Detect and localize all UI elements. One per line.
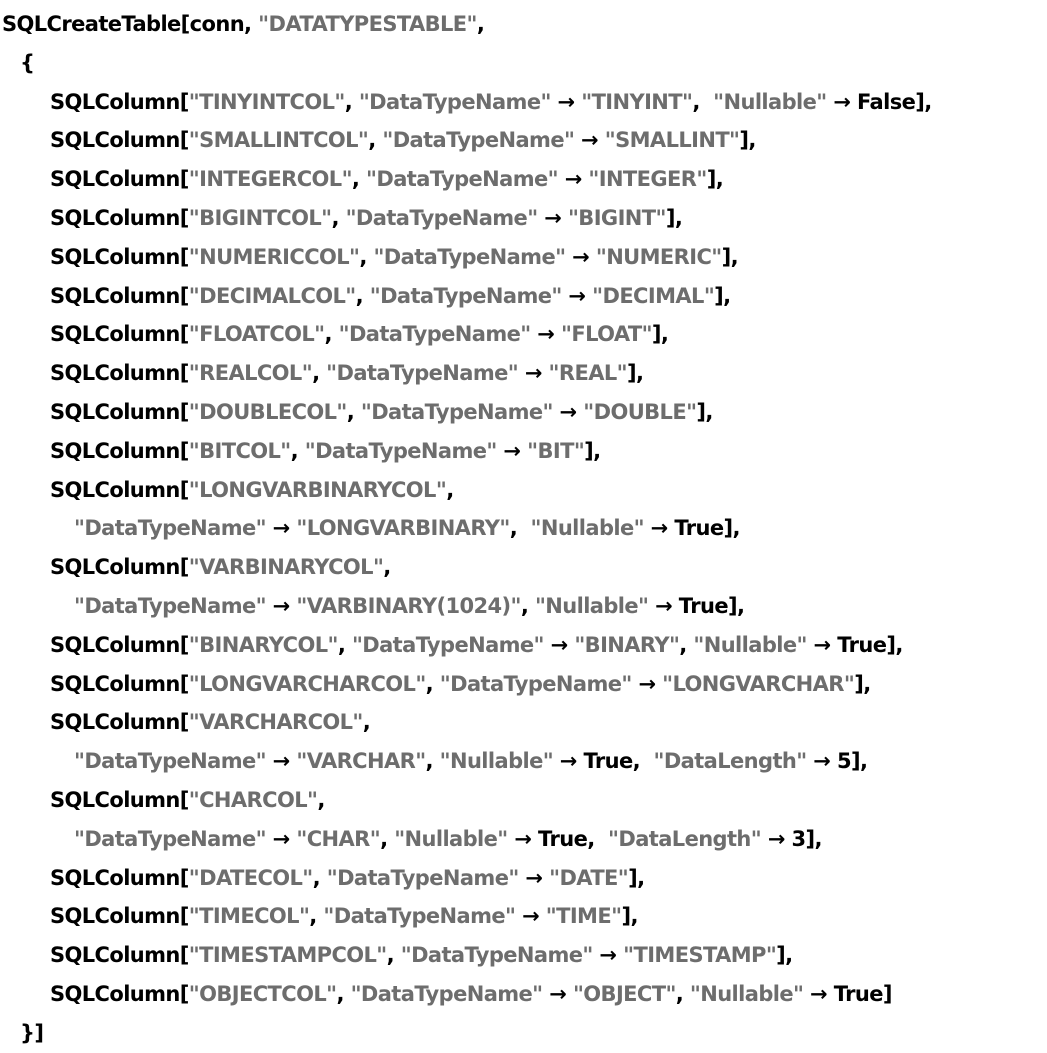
string-literal: "VARBINARYCOL" [188,555,384,580]
code-token: → [530,322,562,347]
code-line [50,626,903,665]
string-literal: "LONGVARCHARCOL" [188,671,426,696]
code-token: , [351,167,367,192]
string-literal: "DataTypeName" [439,671,632,696]
code-token: → [550,89,582,114]
string-literal: "OBJECTCOL" [188,982,337,1006]
code-token: ], [776,943,793,968]
code-token: , [337,632,352,657]
code-token: SQLColumn[ [50,632,189,657]
code-token: , [368,128,383,153]
code-token: ], [696,400,713,424]
code-token: ], [739,128,756,153]
code-token: → True], [806,632,903,657]
string-literal: "DECIMALCOL" [188,283,356,308]
string-literal: "BINARY" [574,632,680,657]
code-line [50,238,738,277]
string-literal: "DataTypeName" [74,749,266,774]
code-line [50,432,601,471]
code-token: SQLColumn[ [50,322,189,347]
code-token: → [265,516,297,541]
code-token: ], [626,361,644,386]
code-token: → [518,361,549,386]
code-token: , [309,904,324,929]
code-line [50,897,638,936]
code-line [50,665,871,704]
code-token: SQLColumn[ [50,982,189,1006]
string-literal: "TIMECOL" [188,904,310,929]
string-literal: "Nullable" [439,749,554,774]
code-token: , [362,710,371,735]
code-token: SQLCreateTable[conn, [2,12,259,36]
string-literal: "DataTypeName" [351,632,544,657]
code-token: , [344,89,359,114]
string-literal: "TIMESTAMPCOL" [188,943,387,968]
string-literal: "INTEGERCOL" [188,167,352,192]
code-token: , [520,594,535,618]
string-literal: "SMALLINT" [604,128,740,153]
code-token: → [565,244,596,269]
string-literal: "REAL" [548,361,627,386]
code-token: , [675,982,690,1006]
code-line [50,975,892,1014]
code-token: SQLColumn[ [50,283,189,308]
string-literal: "CHAR" [296,826,381,851]
code-token: , [476,12,485,36]
string-literal: "DataTypeName" [326,865,519,890]
code-token: SQLColumn[ [50,788,189,812]
code-line [50,121,756,160]
string-literal: "DataLength" [653,749,807,774]
code-token: → [518,865,550,890]
code-token: → [561,283,593,308]
code-token: → [557,167,589,192]
string-literal: "Nullable" [689,982,804,1006]
code-line [74,742,867,781]
code-token: ], [854,671,871,696]
string-literal: "DATATYPESTABLE" [258,12,477,36]
code-line [50,393,713,432]
string-literal: "LONGVARBINARY" [296,516,510,541]
code-token: → [265,826,297,851]
string-literal: "DATE" [549,865,629,890]
code-token: , [425,671,440,696]
code-line [74,820,822,859]
code-token: → [265,594,297,618]
string-literal: "TIME" [545,904,622,929]
code-token: → True], [643,516,740,541]
code-line [50,315,668,354]
string-literal: "TIMESTAMP" [623,943,777,968]
string-literal: "LONGVARCHAR" [662,671,855,696]
code-token: { [20,50,35,75]
code-token: SQLColumn[ [50,361,189,386]
code-token: → [542,982,573,1006]
code-token: SQLColumn[ [50,710,189,735]
code-token: , [312,361,327,386]
code-token: → [496,438,528,463]
string-literal: "DataTypeName" [360,400,553,424]
code-line [50,781,325,820]
code-token: SQLColumn[ [50,943,189,968]
code-token: SQLColumn[ [50,555,189,580]
string-literal: "Nullable" [530,516,644,541]
code-token: , [355,283,370,308]
code-token: → True], [648,594,745,618]
string-literal: "BITCOL" [188,438,291,463]
code-token: ], [714,283,731,308]
code-token: SQLColumn[ [50,89,189,114]
string-literal: "VARCHARCOL" [188,710,363,735]
code-token: , [509,516,531,541]
code-token: , [312,865,327,890]
code-token: SQLColumn[ [50,904,189,929]
string-literal: "TINYINT" [581,89,693,114]
string-literal: "REALCOL" [188,361,313,386]
code-token: → [265,749,297,774]
code-token: → True, [553,749,654,774]
string-literal: "BIT" [527,438,585,463]
string-literal: "DOUBLECOL" [188,400,347,424]
code-token: → 3], [761,826,822,851]
code-line [50,354,643,393]
code-token: SQLColumn[ [50,128,189,153]
code-token: SQLColumn[ [50,477,189,502]
string-literal: "DataTypeName" [326,361,519,386]
code-token: , [692,89,714,114]
string-literal: "BIGINTCOL" [188,206,332,230]
code-line [2,5,484,44]
string-literal: "VARBINARY(1024)" [296,594,521,618]
code-token: , [383,555,391,580]
string-literal: "DataTypeName" [74,826,266,851]
string-literal: "DataTypeName" [304,438,497,463]
string-literal: "FLOAT" [561,322,652,347]
code-token: ], [651,322,669,347]
code-token: , [324,322,339,347]
code-token: ], [706,167,724,192]
string-literal: "DataTypeName" [358,89,551,114]
code-token: SQLColumn[ [50,438,189,463]
string-literal: "Nullable" [693,632,807,657]
code-line [50,471,454,510]
code-token: SQLColumn[ [50,671,189,696]
code-line [50,160,723,199]
string-literal: "INTEGER" [588,167,707,192]
string-literal: "LONGVARBINARYCOL" [188,477,447,502]
code-token: → [515,904,546,929]
code-line [50,199,682,238]
code-token: , [679,632,694,657]
code-token: , [380,826,395,851]
code-token: , [386,943,401,968]
code-token: → [537,206,568,230]
string-literal: "CHARCOL" [188,788,318,812]
string-literal: "Nullable" [534,594,649,618]
string-literal: "DataTypeName" [323,904,516,929]
string-literal: "DATECOL" [188,865,313,890]
code-line [50,83,932,122]
code-token: , [425,749,440,774]
code-line [50,548,391,587]
code-token: , [331,206,346,230]
string-literal: "DataTypeName" [74,594,266,618]
code-token: → True] [803,982,892,1006]
string-literal: "DataTypeName" [74,516,266,541]
code-line [74,509,740,548]
string-literal: "NUMERIC" [595,244,722,269]
code-line [50,703,370,742]
string-literal: "DOUBLE" [583,400,697,424]
code-token: ], [665,206,683,230]
string-literal: "DataTypeName" [345,206,538,230]
string-literal: "DataTypeName" [350,982,543,1006]
string-literal: "Nullable" [394,826,508,851]
code-token: , [346,400,361,424]
code-token: , [446,477,454,502]
string-literal: "VARCHAR" [296,749,426,774]
code-token: SQLColumn[ [50,167,189,192]
code-token: , [336,982,351,1006]
code-token: SQLColumn[ [50,865,189,890]
code-token: → [592,943,624,968]
code-line [50,859,645,898]
code-token: ], [721,244,738,269]
string-literal: "DataLength" [608,826,762,851]
code-token: → [543,632,575,657]
string-literal: "DataTypeName" [400,943,593,968]
code-token: → [552,400,584,424]
string-literal: "DataTypeName" [338,322,531,347]
string-literal: "DECIMAL" [592,283,715,308]
string-literal: "BINARYCOL" [188,632,338,657]
string-literal: "FLOATCOL" [188,322,325,347]
string-literal: "DataTypeName" [382,128,575,153]
code-line [74,587,744,626]
string-literal: "SMALLINTCOL" [188,128,369,153]
string-literal: "Nullable" [713,89,827,114]
code-line [50,936,793,975]
code-token: ], [584,438,601,463]
string-literal: "TINYINTCOL" [188,89,345,114]
code-token: → [631,671,663,696]
code-token: ], [628,865,645,890]
code-token: → True, [507,826,609,851]
code-token: }] [20,1020,44,1045]
code-line [20,44,34,83]
string-literal: "OBJECT" [572,982,676,1006]
code-token: → 5], [806,749,868,774]
code-token: , [359,244,374,269]
string-literal: "DataTypeName" [366,167,558,192]
code-token: , [317,788,325,812]
code-token: → False], [826,89,932,114]
code-token: → [574,128,605,153]
string-literal: "BIGINT" [567,206,666,230]
string-literal: "DataTypeName" [369,283,562,308]
string-literal: "NUMERICCOL" [188,244,360,269]
code-token: SQLColumn[ [50,206,189,230]
code-token: SQLColumn[ [50,400,189,424]
code-token: ], [621,904,638,929]
code-line [50,277,731,316]
string-literal: "DataTypeName" [373,244,566,269]
code-token: , [290,438,305,463]
code-token: SQLColumn[ [50,244,189,269]
